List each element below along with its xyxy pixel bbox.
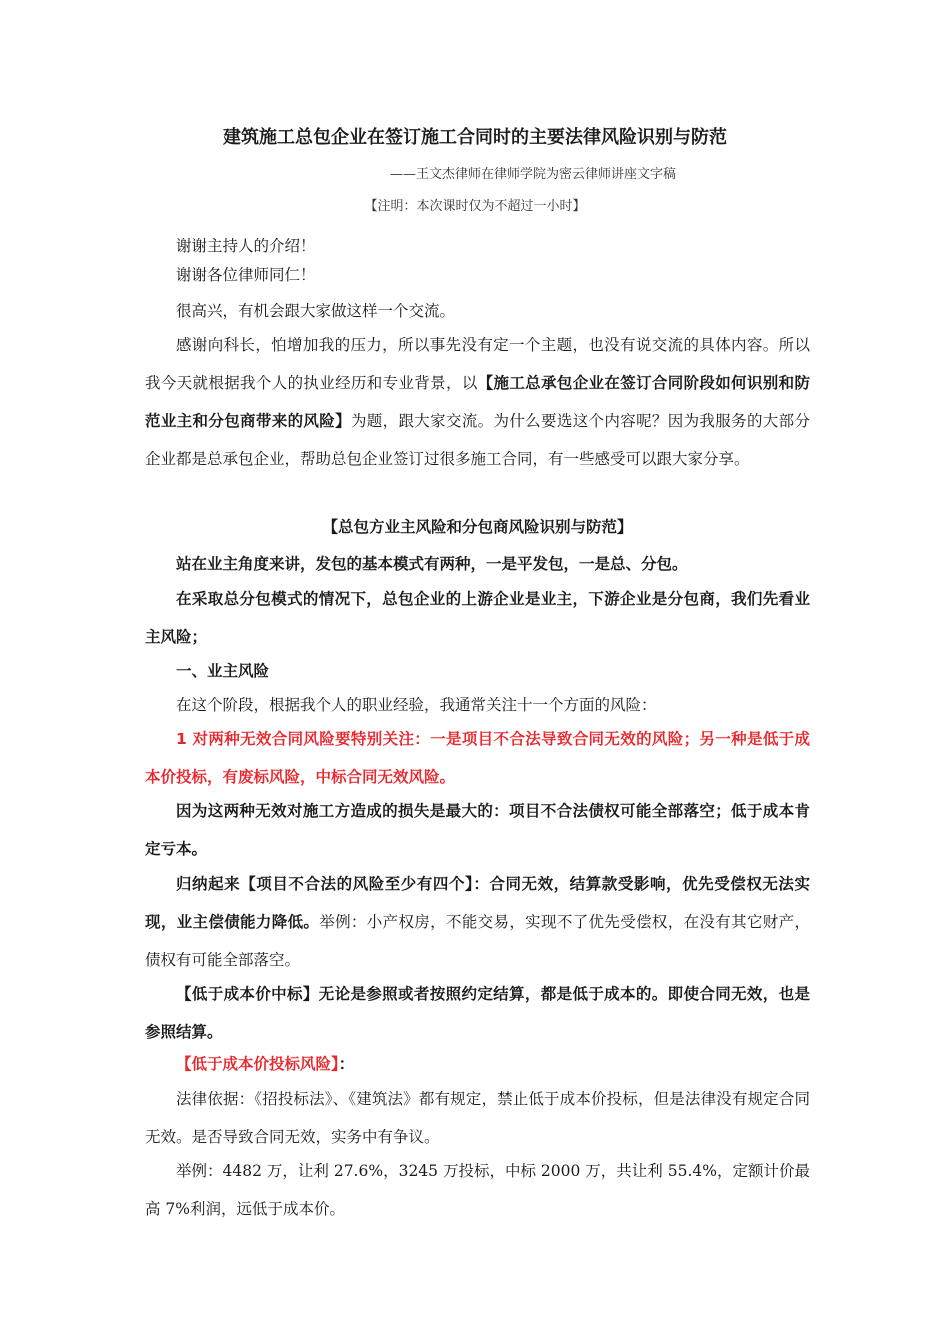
heading-owner-risk: 一、业主风险 bbox=[176, 662, 270, 680]
intro-text-2: 为题，跟大家交流。为什么要选这个内容呢？因为我服务的大部分企业都是总承包企业，帮助总包企业签订过很多施工合同，有一些感受可以跟大家分享。 bbox=[145, 412, 810, 468]
paragraph-invalid-contracts: 1 对两种无效合同风险要特别关注：一是项目不合法导致合同无效的风险；另一种是低于成本价投标，有废标风险，中标合同无效风险。 bbox=[145, 730, 810, 786]
paragraph-upstream-downstream: 在采取总分包模式的情况下，总包企业的上游企业是业主，下游企业是分包商，我们先看业主风险； bbox=[145, 590, 810, 646]
paragraph-example-numbers: 举例：4482 万，让利 27.6%，3245 万投标，中标 2000 万，共让利 55.4%，定额计价最高 7%利润，远低于成本价。 bbox=[145, 1162, 810, 1218]
illegal-risks-bold: 归纳起来【项目不合法的风险至少有四个】：合同无效，结算款受影响，优先受偿权无法实现，业主偿债能力降低。 bbox=[145, 875, 810, 931]
paragraph-eleven-risks: 在这个阶段，根据我个人的职业经验，我通常关注十一个方面的风险： bbox=[176, 696, 657, 714]
below-cost-bid-risk-label: 【低于成本价投标风险】 bbox=[176, 1055, 339, 1073]
paragraph-greeting: 很高兴，有机会跟大家做这样一个交流。 bbox=[176, 302, 456, 320]
paragraph-contract-modes: 站在业主角度来讲，发包的基本模式有两种，一是平发包，一是总、分包。 bbox=[176, 555, 688, 573]
paragraph-illegal-project-risks bbox=[145, 865, 810, 979]
heading-below-cost-bid-risk bbox=[145, 1045, 810, 1083]
paragraph-legal-basis: 法律依据：《招投标法》、《建筑法》都有规定，禁止低于成本价投标，但是法律没有规定合同无效。是否导致合同无效，实务中有争议。 bbox=[145, 1090, 810, 1146]
illegal-risks-example: 举例：小产权房，不能交易，实现不了优先受偿权，在没有其它财产，债权有可能全部落空。 bbox=[145, 913, 810, 969]
below-cost-bid-risk-colon: ： bbox=[338, 1055, 355, 1073]
paragraph-thanks-host: 谢谢主持人的介绍！ bbox=[176, 237, 316, 255]
paragraph-intro bbox=[145, 326, 810, 478]
section-heading: 【总包方业主风险和分包商风险识别与防范】 bbox=[322, 518, 633, 536]
intro-text-1: 感谢向科长，怕增加我的压力，所以事先没有定一个主题，也没有说交流的具体内容。所以我今天就根据我个人的执业经历和专业背景，以 bbox=[145, 336, 810, 392]
document-subtitle: ——王文杰律师在律师学院为密云律师讲座文字稿 bbox=[390, 167, 677, 182]
paragraph-thanks-colleagues: 谢谢各位律师同仁！ bbox=[176, 266, 316, 284]
paragraph-below-cost-winning: 【低于成本价中标】无论是参照或者按照约定结算，都是低于成本的。即使合同无效，也是参照结算。 bbox=[145, 985, 810, 1041]
course-note: 【注明：本次课时仅为不超过一小时】 bbox=[364, 199, 586, 214]
document-title: 建筑施工总包企业在签订施工合同时的主要法律风险识别与防范 bbox=[223, 127, 727, 148]
paragraph-loss-reason: 因为这两种无效对施工方造成的损失是最大的：项目不合法债权可能全部落空；低于成本肯定亏本。 bbox=[145, 802, 810, 858]
intro-topic-bold: 【施工总承包企业在签订合同阶段如何识别和防范业主和分包商带来的风险】 bbox=[145, 374, 810, 430]
